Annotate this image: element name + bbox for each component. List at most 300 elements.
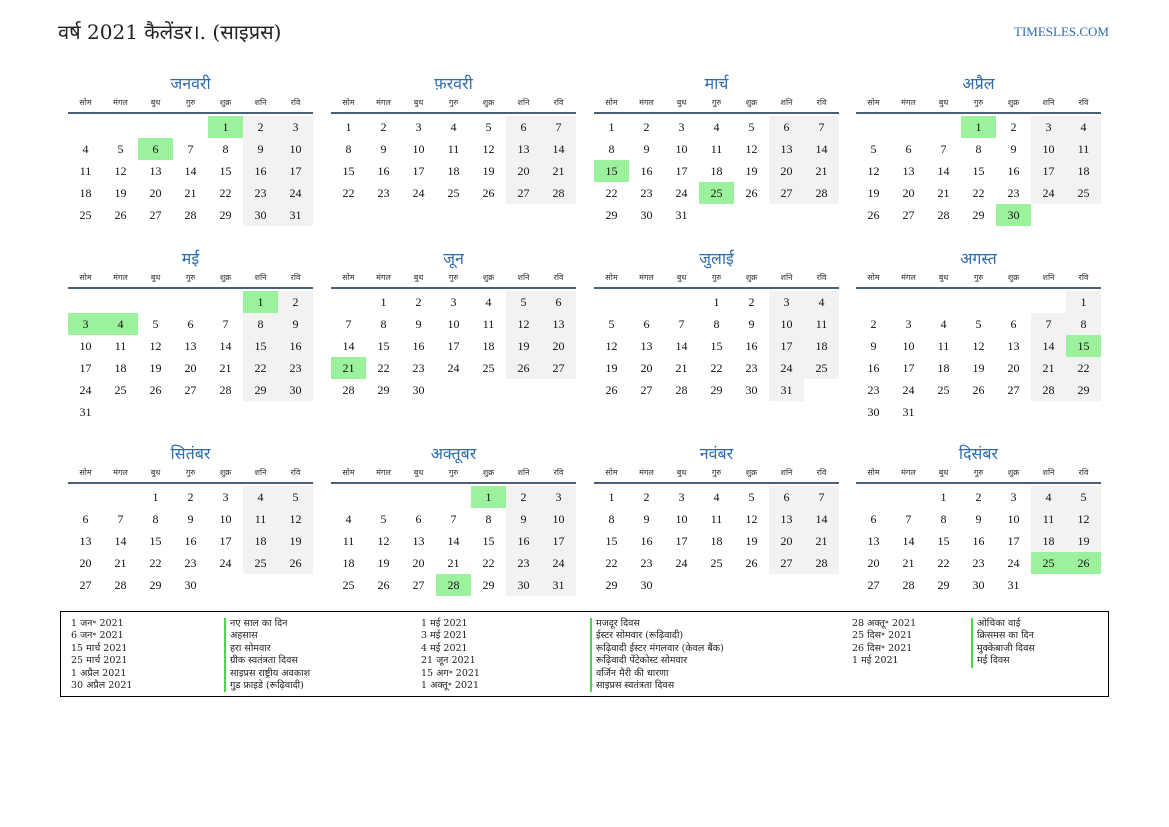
empty-cell [1031,574,1066,596]
month-name: दिसंबर [958,444,999,463]
day-cell: 1 [940,490,947,504]
day-cell: 24 [1031,182,1066,204]
empty-cell [243,574,278,596]
day-cell: 28 [937,208,950,222]
day-cell: 12 [605,339,618,353]
day-cell: 2 [415,295,422,309]
weekday-label: गुरु [185,98,196,107]
day-cell: 7 [940,142,947,156]
day-cell: 3 [450,295,457,309]
empty-cell [769,574,804,596]
day-cell: 9 [380,142,387,156]
day-cell: 3 [415,120,422,134]
day-cell: 22 [243,357,278,379]
weekday-label: गुरु [448,468,459,477]
day-cell: 26 [867,208,880,222]
empty-cell [961,291,996,313]
empty-cell [401,486,436,508]
day-cell: 29 [605,578,618,592]
day-cell: 27 [79,578,92,592]
month-name: अक्तूबर [430,444,477,463]
weekday-label: मंगल [113,273,128,282]
day-cell: 23 [506,552,541,574]
day-cell: 16 [1007,164,1020,178]
weekday-header [856,466,1101,484]
empty-cell [1031,401,1066,423]
month-block [331,247,576,401]
weekday-label: सोम [867,98,880,107]
empty-cell [856,291,891,313]
day-cell: 4 [345,512,352,526]
weekday-label: मंगल [376,98,391,107]
day-cell: 10 [769,313,804,335]
day-cell: 29 [937,578,950,592]
day-cell: 13 [149,164,162,178]
weekday-label: शुक्र [1007,98,1020,107]
day-cell: 1 [243,291,278,313]
month-name: सितंबर [170,444,211,463]
day-cell: 7 [905,512,912,526]
day-cell: 4 [713,490,720,504]
day-cell: 11 [710,142,723,156]
weekday-label: सोम [342,273,355,282]
day-cell: 5 [380,512,387,526]
empty-cell [891,116,926,138]
day-cell: 27 [902,208,915,222]
day-cell: 6 [1010,317,1017,331]
holiday-name: मुक्केबाजी दिवस [971,643,1035,655]
empty-cell [436,486,471,508]
days-grid [594,484,839,596]
weekday-label: मंगल [376,273,391,282]
weekday-label: शनि [517,468,530,477]
day-cell: 2 [975,490,982,504]
day-cell: 31 [675,208,688,222]
day-cell: 5 [278,486,313,508]
day-cell: 9 [187,512,194,526]
day-cell: 31 [79,405,92,419]
day-cell: 26 [482,186,495,200]
day-cell: 4 [103,313,138,335]
day-cell: 9 [643,142,650,156]
day-cell: 18 [79,186,92,200]
day-cell: 19 [377,556,390,570]
day-cell: 14 [114,534,127,548]
weekday-label: सोम [79,273,92,282]
weekday-label: शुक्र [745,468,758,477]
day-cell: 30 [506,574,541,596]
day-cell: 15 [342,164,355,178]
day-cell: 25 [482,361,495,375]
day-cell: 13 [506,138,541,160]
day-cell: 2 [243,116,278,138]
month-block [331,442,576,596]
day-cell: 13 [184,339,197,353]
day-cell: 29 [605,208,618,222]
day-cell: 10 [412,142,425,156]
day-cell: 30 [640,578,653,592]
day-cell: 29 [1066,379,1101,401]
day-cell: 30 [243,204,278,226]
day-cell: 27 [1007,383,1020,397]
day-cell: 23 [278,357,313,379]
day-cell: 18 [1031,530,1066,552]
day-cell: 7 [804,486,839,508]
empty-cell [436,379,471,401]
empty-cell [278,401,313,423]
holiday-names-column [971,618,1035,668]
day-cell: 29 [710,383,723,397]
empty-cell [769,204,804,226]
weekday-label: मंगल [113,98,128,107]
day-cell: 8 [713,317,720,331]
day-cell: 14 [804,138,839,160]
holidays-box [60,611,1109,697]
empty-cell [138,116,173,138]
day-cell: 21 [114,556,127,570]
day-cell: 13 [902,164,915,178]
holiday-name: गुड फ्राइडे (रूढ़िवादी) [224,680,310,692]
day-cell: 4 [1066,116,1101,138]
day-cell: 31 [1007,578,1020,592]
day-cell: 1 [1066,291,1101,313]
empty-cell [629,291,664,313]
weekday-label: शनि [780,273,793,282]
weekday-header [856,96,1101,114]
day-cell: 14 [541,138,576,160]
day-cell: 17 [412,164,425,178]
empty-cell [856,116,891,138]
day-cell: 10 [675,512,688,526]
day-cell: 27 [640,383,653,397]
day-cell: 8 [975,142,982,156]
day-cell: 30 [278,379,313,401]
day-cell: 27 [769,182,804,204]
day-cell: 13 [79,534,92,548]
day-cell: 2 [643,120,650,134]
day-cell: 27 [506,182,541,204]
weekday-label: बुध [938,273,949,282]
day-cell: 9 [643,512,650,526]
day-cell: 13 [541,313,576,335]
holiday-date: 25 मार्च 2021 [71,655,128,667]
day-cell: 6 [905,142,912,156]
weekday-label: शुक्र [1007,468,1020,477]
day-cell: 6 [138,138,173,160]
day-cell: 26 [149,383,162,397]
weekday-label: शनि [254,468,267,477]
weekday-label: सोम [605,98,618,107]
day-cell: 24 [541,552,576,574]
weekday-label: शुक्र [745,98,758,107]
day-cell: 25 [342,578,355,592]
empty-cell [804,379,839,401]
day-cell: 16 [972,534,985,548]
holiday-date: 21 जून 2021 [421,655,476,667]
holiday-date: 28 अक्तू॰ 2021 [852,618,917,629]
month-block [856,72,1101,226]
day-cell: 8 [608,142,615,156]
day-cell: 16 [278,335,313,357]
day-cell: 9 [975,512,982,526]
day-cell: 18 [114,361,127,375]
weekday-label: रवि [816,98,827,107]
day-cell: 24 [447,361,460,375]
empty-cell [804,204,839,226]
day-cell: 5 [870,142,877,156]
empty-cell [471,379,506,401]
empty-cell [926,291,961,313]
day-cell: 11 [1031,508,1066,530]
weekday-label: शुक्र [482,273,495,282]
day-cell: 25 [699,182,734,204]
day-cell: 11 [447,142,460,156]
day-cell: 8 [152,512,159,526]
weekday-label: रवि [553,98,564,107]
weekday-label: शनि [1042,273,1055,282]
day-cell: 10 [675,142,688,156]
weekday-label: गुरु [711,468,722,477]
days-grid [68,114,313,226]
day-cell: 20 [79,556,92,570]
day-cell: 13 [769,138,804,160]
day-cell: 25 [114,383,127,397]
empty-cell [68,291,103,313]
holiday-names-column [224,618,310,692]
day-cell: 6 [769,116,804,138]
day-cell: 9 [1010,142,1017,156]
day-cell: 3 [769,291,804,313]
weekday-header [331,271,576,289]
weekday-label: बुध [150,98,161,107]
day-cell: 11 [804,313,839,335]
day-cell: 23 [867,383,880,397]
day-cell: 9 [243,138,278,160]
day-cell: 2 [1010,120,1017,134]
day-cell: 1 [208,116,243,138]
day-cell: 18 [482,339,495,353]
day-cell: 27 [769,552,804,574]
day-cell: 1 [471,486,506,508]
day-cell: 28 [114,578,127,592]
day-cell: 5 [152,317,159,331]
day-cell: 2 [187,490,194,504]
day-cell: 18 [342,556,355,570]
weekday-label: शनि [517,273,530,282]
weekday-label: शुक्र [219,98,232,107]
day-cell: 28 [436,574,471,596]
days-grid [68,289,313,423]
days-grid [594,289,839,401]
holiday-name: क्रिसमस का दिन [971,630,1035,642]
day-cell: 19 [605,361,618,375]
day-cell: 24 [219,556,232,570]
weekday-header [68,466,313,484]
day-cell: 12 [482,142,495,156]
day-cell: 31 [278,204,313,226]
day-cell: 2 [506,486,541,508]
weekday-label: बुध [150,273,161,282]
weekday-label: गुरु [711,98,722,107]
day-cell: 17 [219,534,232,548]
day-cell: 7 [345,317,352,331]
day-cell: 15 [972,164,985,178]
holiday-name: नए साल का दिन [224,618,310,630]
day-cell: 13 [1007,339,1020,353]
day-cell: 9 [870,339,877,353]
day-cell: 3 [1010,490,1017,504]
day-cell: 10 [278,138,313,160]
day-cell: 4 [485,295,492,309]
empty-cell [594,291,629,313]
day-cell: 26 [278,552,313,574]
day-cell: 16 [243,160,278,182]
day-cell: 11 [342,534,355,548]
day-cell: 22 [219,186,232,200]
day-cell: 19 [867,186,880,200]
day-cell: 2 [748,295,755,309]
day-cell: 24 [902,383,915,397]
empty-cell [1031,204,1066,226]
day-cell: 9 [278,313,313,335]
day-cell: 3 [68,313,103,335]
day-cell: 13 [412,534,425,548]
day-cell: 19 [972,361,985,375]
weekday-label: शुक्र [482,98,495,107]
day-cell: 10 [541,508,576,530]
weekday-label: बुध [413,273,424,282]
day-cell: 25 [937,383,950,397]
day-cell: 19 [745,164,758,178]
day-cell: 14 [675,339,688,353]
day-cell: 24 [769,357,804,379]
weekday-label: मंगल [901,468,916,477]
day-cell: 18 [447,164,460,178]
weekday-header [331,466,576,484]
day-cell: 11 [710,512,723,526]
month-block [68,442,313,596]
weekday-label: बुध [676,273,687,282]
empty-cell [891,486,926,508]
day-cell: 26 [1066,552,1101,574]
day-cell: 13 [769,508,804,530]
holiday-name: अहसास [224,630,310,642]
day-cell: 2 [380,120,387,134]
day-cell: 23 [377,186,390,200]
empty-cell [734,204,769,226]
day-cell: 1 [961,116,996,138]
empty-cell [138,401,173,423]
day-cell: 4 [804,291,839,313]
day-cell: 9 [415,317,422,331]
day-cell: 5 [1066,486,1101,508]
day-cell: 15 [219,164,232,178]
day-cell: 5 [485,120,492,134]
day-cell: 18 [937,361,950,375]
empty-cell [208,574,243,596]
holiday-dates-column [852,618,916,668]
day-cell: 29 [377,383,390,397]
weekday-label: मंगल [113,468,128,477]
weekday-label: सोम [342,468,355,477]
weekday-label: बुध [413,98,424,107]
day-cell: 18 [710,164,723,178]
weekday-header [331,96,576,114]
day-cell: 10 [902,339,915,353]
day-cell: 3 [678,120,685,134]
holiday-date: 1 मई 2021 [852,655,899,667]
day-cell: 3 [1031,116,1066,138]
day-cell: 19 [114,186,127,200]
day-cell: 25 [710,556,723,570]
day-cell: 4 [450,120,457,134]
day-cell: 20 [902,186,915,200]
day-cell: 31 [902,405,915,419]
days-grid [856,114,1101,226]
holiday-date: 25 दिस॰ 2021 [852,630,913,642]
empty-cell [173,116,208,138]
day-cell: 22 [710,361,723,375]
day-cell: 6 [870,512,877,526]
day-cell: 24 [79,383,92,397]
holiday-name: रूढ़िवादी ईस्टर मंगलवार (केवल बैंक) [590,643,724,655]
day-cell: 17 [541,530,576,552]
day-cell: 27 [867,578,880,592]
weekday-label: शुक्र [482,468,495,477]
site-link[interactable]: TIMESLES.COM [1014,24,1109,39]
day-cell: 12 [745,142,758,156]
day-cell: 23 [184,556,197,570]
day-cell: 21 [331,357,366,379]
empty-cell [1066,204,1101,226]
weekday-label: मंगल [639,98,654,107]
day-cell: 31 [769,379,804,401]
day-cell: 22 [149,556,162,570]
day-cell: 16 [640,164,653,178]
empty-cell [699,204,734,226]
day-cell: 24 [675,186,688,200]
day-cell: 12 [506,313,541,335]
day-cell: 27 [412,578,425,592]
day-cell: 15 [937,534,950,548]
month-block [594,442,839,596]
empty-cell [734,574,769,596]
day-cell: 28 [902,578,915,592]
day-cell: 16 [377,164,390,178]
weekday-label: रवि [1078,273,1089,282]
day-cell: 21 [1031,357,1066,379]
holiday-name: ग्रीक स्वतंत्रता दिवस [224,655,310,667]
day-cell: 15 [482,534,495,548]
day-cell: 24 [278,182,313,204]
day-cell: 14 [447,534,460,548]
empty-cell [243,401,278,423]
weekday-label: सोम [605,273,618,282]
day-cell: 7 [541,116,576,138]
month-name: जुलाई [699,249,734,268]
holiday-date: 30 अप्रैल 2021 [71,679,133,691]
day-cell: 23 [745,361,758,375]
weekday-label: गुरु [448,273,459,282]
day-cell: 21 [541,160,576,182]
weekday-label: रवि [816,273,827,282]
day-cell: 13 [867,534,880,548]
day-cell: 12 [114,164,127,178]
holiday-names-column [590,618,724,692]
weekday-label: रवि [816,468,827,477]
holiday-date: 1 अक्तू॰ 2021 [421,679,480,691]
day-cell: 15 [377,339,390,353]
